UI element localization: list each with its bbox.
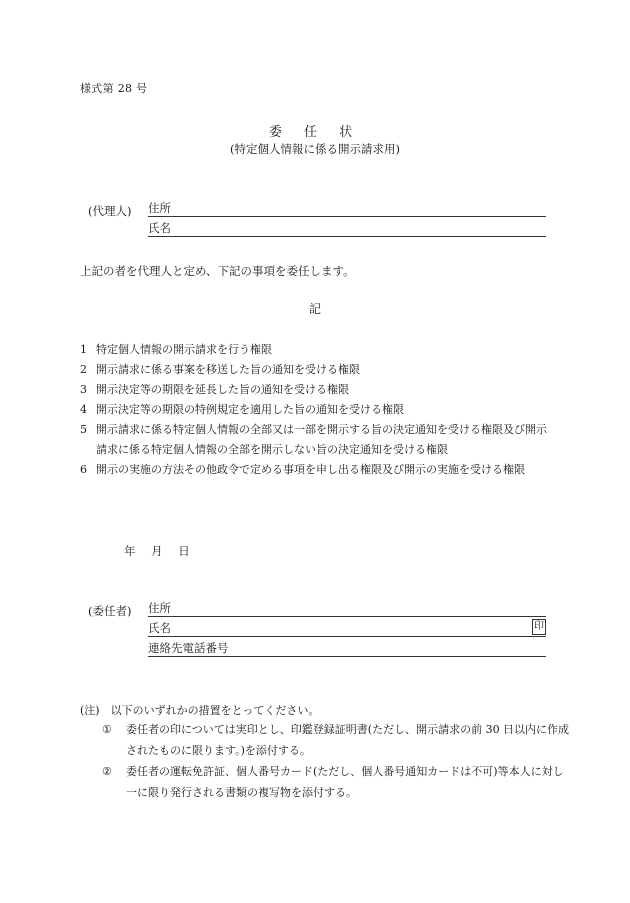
authority-text: 特定個人情報の開示請求を行う権限 <box>96 343 272 356</box>
authority-item <box>80 460 550 480</box>
note-mark: ① <box>102 723 112 736</box>
note-text: 委任者の印については実印とし、印鑑登録証明書(ただし、開示請求の前 30 日以内に作成されたものに限ります。)を添付する。 <box>126 723 570 757</box>
principal-label: (委任者) <box>88 604 132 618</box>
principal-address-label: 住所 <box>148 601 171 615</box>
authority-item <box>80 340 550 360</box>
agent-name-field[interactable] <box>148 220 546 237</box>
authority-number: 2 <box>80 363 87 376</box>
ki-heading: 記 <box>308 302 321 316</box>
authority-item <box>80 380 550 400</box>
authority-number: 5 <box>80 423 87 436</box>
agent-name-label: 氏名 <box>148 221 171 235</box>
document-subtitle: (特定個人情報に係る開示請求用) <box>230 142 400 156</box>
principal-address-field[interactable] <box>148 600 546 617</box>
authority-item <box>80 400 550 420</box>
form-number: 様式第 28 号 <box>80 82 148 95</box>
delegation-statement: 上記の者を代理人と定め、下記の事項を委任します。 <box>80 264 355 278</box>
agent-label: (代理人) <box>88 204 132 218</box>
authority-number: 1 <box>80 343 87 356</box>
agent-address-field[interactable] <box>148 200 546 217</box>
principal-name-label: 氏名 <box>148 621 171 635</box>
authority-item <box>80 420 550 460</box>
document-title: 委 任 状 <box>268 125 362 140</box>
seal-mark: 印 <box>532 619 546 635</box>
agent-address-label: 住所 <box>148 201 171 215</box>
authority-text: 開示決定等の期限の特例規定を適用した旨の通知を受ける権限 <box>96 403 404 416</box>
authority-number: 4 <box>80 403 87 416</box>
note-item <box>102 761 574 803</box>
notes-heading: (注) 以下のいずれかの措置をとってください。 <box>80 704 320 717</box>
date-line[interactable]: 年 月 日 <box>124 544 190 558</box>
authority-text: 開示決定等の期限を延長した旨の通知を受ける権限 <box>96 383 349 396</box>
authority-text: 開示請求に係る特定個人情報の全部又は一部を開示する旨の決定通知を受ける権限及び開示請求に係る特定個人情報の全部を開示しない旨の決定通知を受ける権限 <box>96 423 547 456</box>
authority-item <box>80 360 550 380</box>
authority-number: 6 <box>80 463 87 476</box>
authority-text: 開示請求に係る事案を移送した旨の通知を受ける権限 <box>96 363 360 376</box>
note-text: 委任者の運転免許証、個人番号カード(ただし、個人番号通知カードは不可)等本人に対し一に限り発行される書類の複写物を添付する。 <box>126 765 564 799</box>
principal-phone-field[interactable] <box>148 640 546 657</box>
principal-phone-label: 連絡先電話番号 <box>148 641 229 655</box>
authority-number: 3 <box>80 383 87 396</box>
principal-name-field[interactable] <box>148 620 546 637</box>
authority-list <box>80 340 550 480</box>
authority-text: 開示の実施の方法その他政令で定める事項を申し出る権限及び開示の実施を受ける権限 <box>96 463 525 476</box>
note-item <box>102 719 574 761</box>
note-mark: ② <box>102 765 112 778</box>
